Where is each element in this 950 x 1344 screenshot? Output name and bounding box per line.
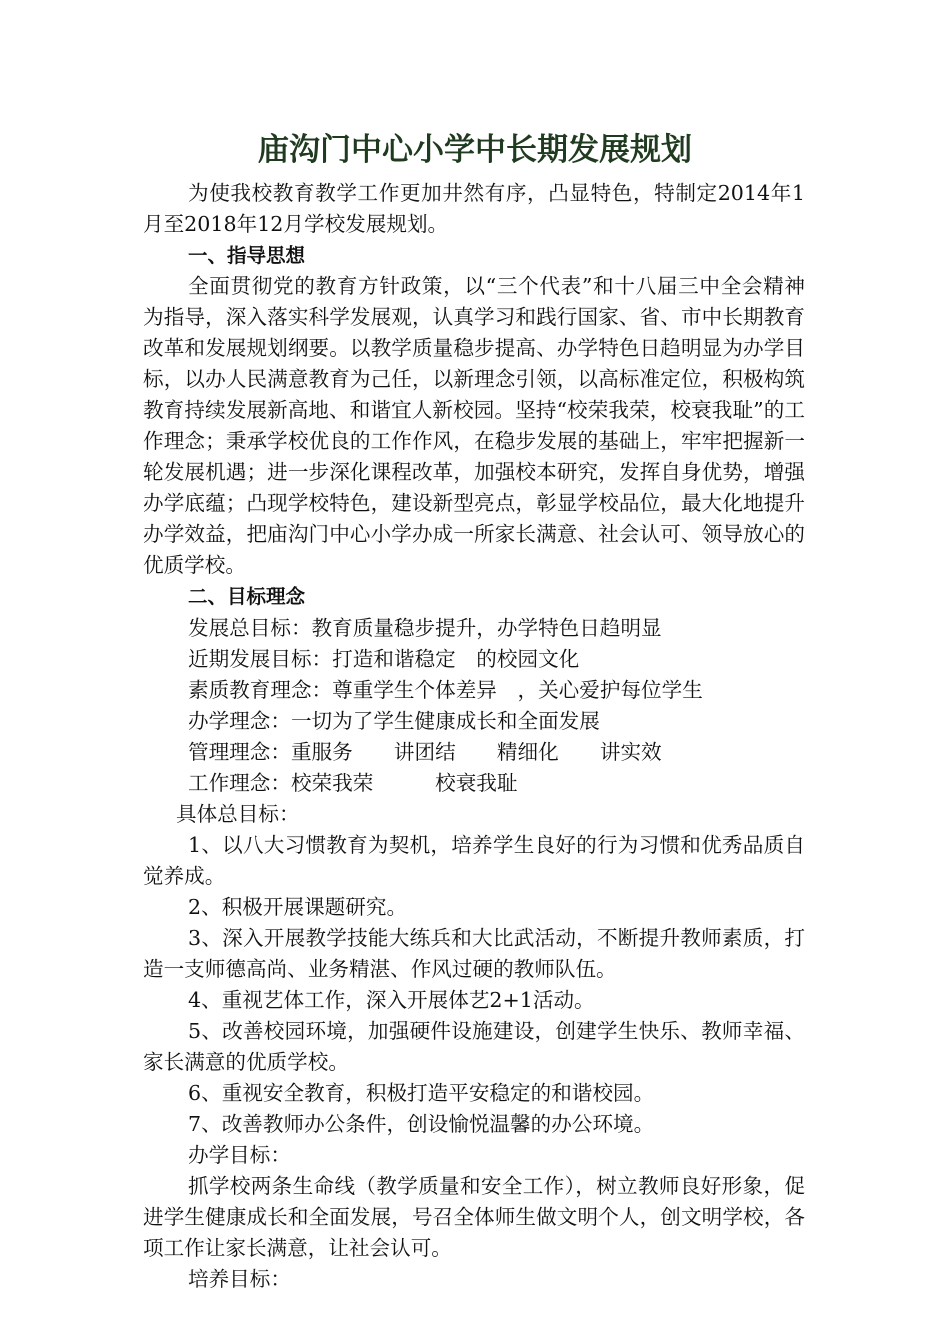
section-heading-goals: 二、目标理念 xyxy=(188,585,306,608)
specific-goal-item: 2、积极开展课题研究。 xyxy=(188,895,408,919)
specific-goal-item: 7、改善教师办公条件，创设愉悦温馨的办公环境。 xyxy=(188,1112,655,1136)
goal-line: 办学理念：一切为了学生健康成长和全面发展 xyxy=(188,709,600,733)
goal-line: 管理理念：重服务 讲团结 精细化 讲实效 xyxy=(188,740,662,764)
specific-goal-item: 1、以八大习惯教育为契机，培养学生良好的行为习惯和优秀品质自觉养成。 xyxy=(143,833,805,888)
goal-line: 工作理念：校荣我荣 校衰我耻 xyxy=(188,771,518,795)
specific-goal-item: 6、重视安全教育，积极打造平安稳定的和谐校园。 xyxy=(188,1081,655,1105)
document-body xyxy=(143,178,805,1295)
specific-goal-item: 5、改善校园环境，加强硬件设施建设，创建学生快乐、教师幸福、家长满意的优质学校。 xyxy=(143,1019,805,1074)
goal-line: 素质教育理念：尊重学生个体差异 ，关心爱护每位学生 xyxy=(188,678,703,702)
guiding-thought-paragraph: 全面贯彻党的教育方针政策，以“三个代表”和十八届三中全会精神为指导，深入落实科学发展观，认真学习和践行国家、省、市中长期教育改革和发展规划纲要。以教学质量稳步提高、办学特色日趋明显为办学目标，以办人民满意教育为己任，以新理念引领，以高标准定位，积极构筑教育持续发展新高地、和谐宜人新校园。坚持“校荣我荣，校衰我耻”的工作理念；秉承学校优良的工作作风，在稳步发展的基础上，牢牢把握新一轮发展机遇；进一步深化课程改革，加强校本研究，发挥自身优势，增强办学底蕴；凸现学校特色，建设新型亮点，彰显学校品位，最大化地提升办学效益，把庙沟门中心小学办成一所家长满意、社会认可、领导放心的优质学校。 xyxy=(143,274,805,577)
school-goal-paragraph: 抓学校两条生命线（教学质量和安全工作），树立教师良好形象，促进学生健康成长和全面发展，号召全体师生做文明个人，创文明学校，各项工作让家长满意，让社会认可。 xyxy=(143,1174,805,1260)
specific-goal-item: 4、重视艺体工作，深入开展体艺2+1活动。 xyxy=(188,988,595,1012)
goal-line: 发展总目标：教育质量稳步提升，办学特色日趋明显 xyxy=(188,616,662,640)
intro-paragraph: 为使我校教育教学工作更加井然有序，凸显特色，特制定2014年1月至2018年12月学校发展规划。 xyxy=(143,181,805,236)
specific-goal-item: 3、深入开展教学技能大练兵和大比武活动，不断提升教师素质，打造一支师德高尚、业务精湛、作风过硬的教师队伍。 xyxy=(143,926,805,981)
page-title: 庙沟门中心小学中长期发展规划 xyxy=(258,132,692,168)
school-goal-label: 办学目标： xyxy=(188,1143,291,1167)
goal-line: 近期发展目标：打造和谐稳定 的校园文化 xyxy=(188,647,580,671)
section-heading-guiding-thought: 一、指导思想 xyxy=(188,244,306,267)
specific-goals-label: 具体总目标： xyxy=(176,802,300,826)
training-goal-label: 培养目标： xyxy=(188,1267,291,1291)
